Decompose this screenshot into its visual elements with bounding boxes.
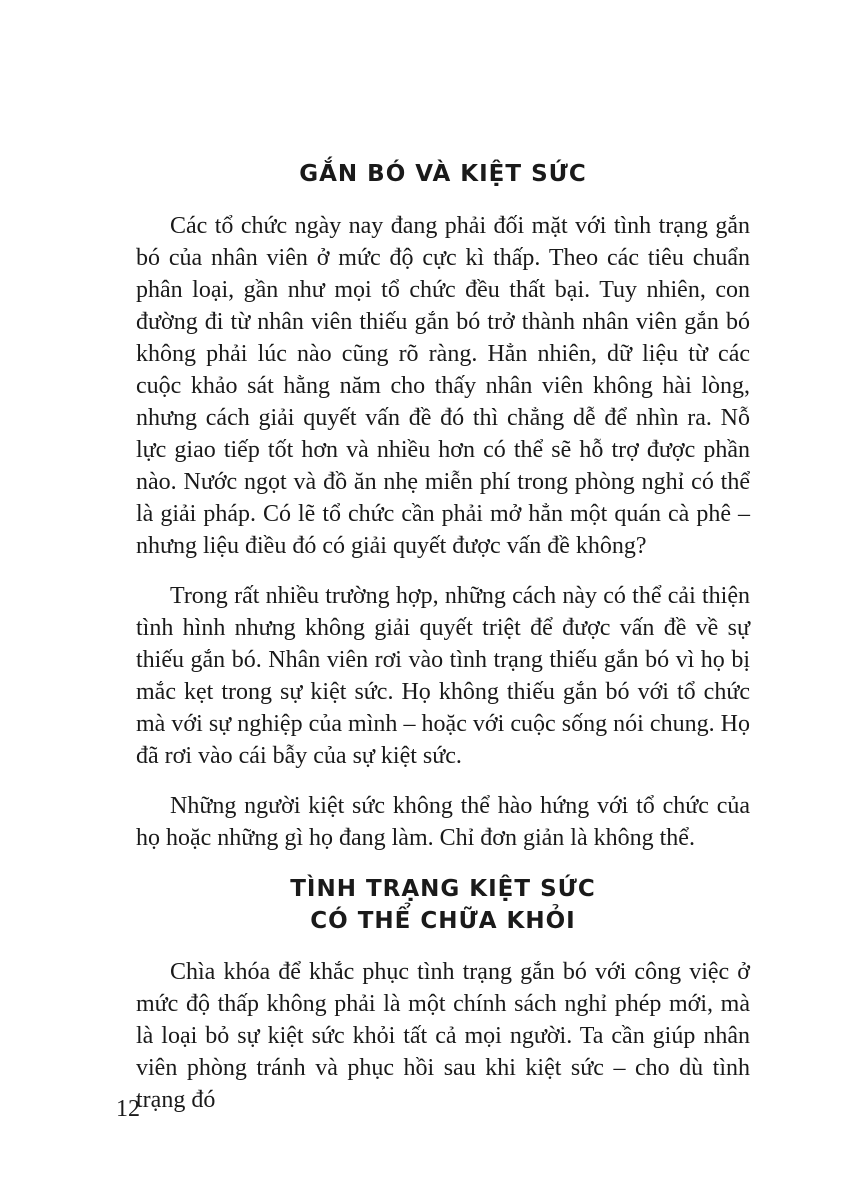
paragraph-1: Các tổ chức ngày nay đang phải đối mặt với tình trạng gắn bó của nhân viên ở mức độ cực kì thấp. Theo các tiêu chuẩn phân loại, gần như mọi tổ chức đều thất bại. Tuy nhiên, con đường đi từ nhân viên thiếu gắn bó trở thành nhân viên gắn bó không phải lúc nào cũng rõ ràng. Hẳn nhiên, dữ liệu từ các cuộc khảo sát hằng năm cho thấy nhân viên không hài lòng, nhưng cách giải quyết vấn đề đó thì chẳng dễ để nhìn ra. Nỗ lực giao tiếp tốt hơn và nhiều hơn có thể sẽ hỗ trợ được phần nào. Nước ngọt và đồ ăn nhẹ miễn phí trong phòng nghỉ có thể là giải pháp. Có lẽ tổ chức cần phải mở hẳn một quán cà phê – nhưng liệu điều đó có giải quyết được vấn đề không? [136,213,750,559]
heading-line-1: TÌNH TRẠNG KIỆT SỨC [290,876,596,902]
section1-body [136,210,750,854]
paragraph-4: Chìa khóa để khắc phục tình trạng gắn bó với công việc ở mức độ thấp không phải là một chính sách nghỉ phép mới, mà là loại bỏ sự kiệt sức khỏi tất cả mọi người. Ta cần giúp nhân viên phòng tránh và phục hồi sau khi kiệt sức – cho dù tình trạng đó [136,959,750,1113]
section-heading-engagement-burnout: GẮN BÓ VÀ KIỆT SỨC [299,161,587,187]
section-heading-burnout-curable [136,873,750,937]
page-number: 12 [116,1096,140,1122]
heading-line-2: CÓ THỂ CHỮA KHỎI [310,908,576,934]
paragraph-3: Những người kiệt sức không thể hào hứng với tổ chức của họ hoặc những gì họ đang làm. Chỉ đơn giản là không thể. [136,793,750,851]
paragraph-2: Trong rất nhiều trường hợp, những cách này có thể cải thiện tình hình nhưng không giải quyết triệt để được vấn đề về sự thiếu gắn bó. Nhân viên rơi vào tình trạng thiếu gắn bó vì họ bị mắc kẹt trong sự kiệt sức. Họ không thiếu gắn bó với tổ chức mà với sự nghiệp của mình – hoặc với cuộc sống nói chung. Họ đã rơi vào cái bẫy của sự kiệt sức. [136,583,750,769]
section2-body [136,956,750,1116]
